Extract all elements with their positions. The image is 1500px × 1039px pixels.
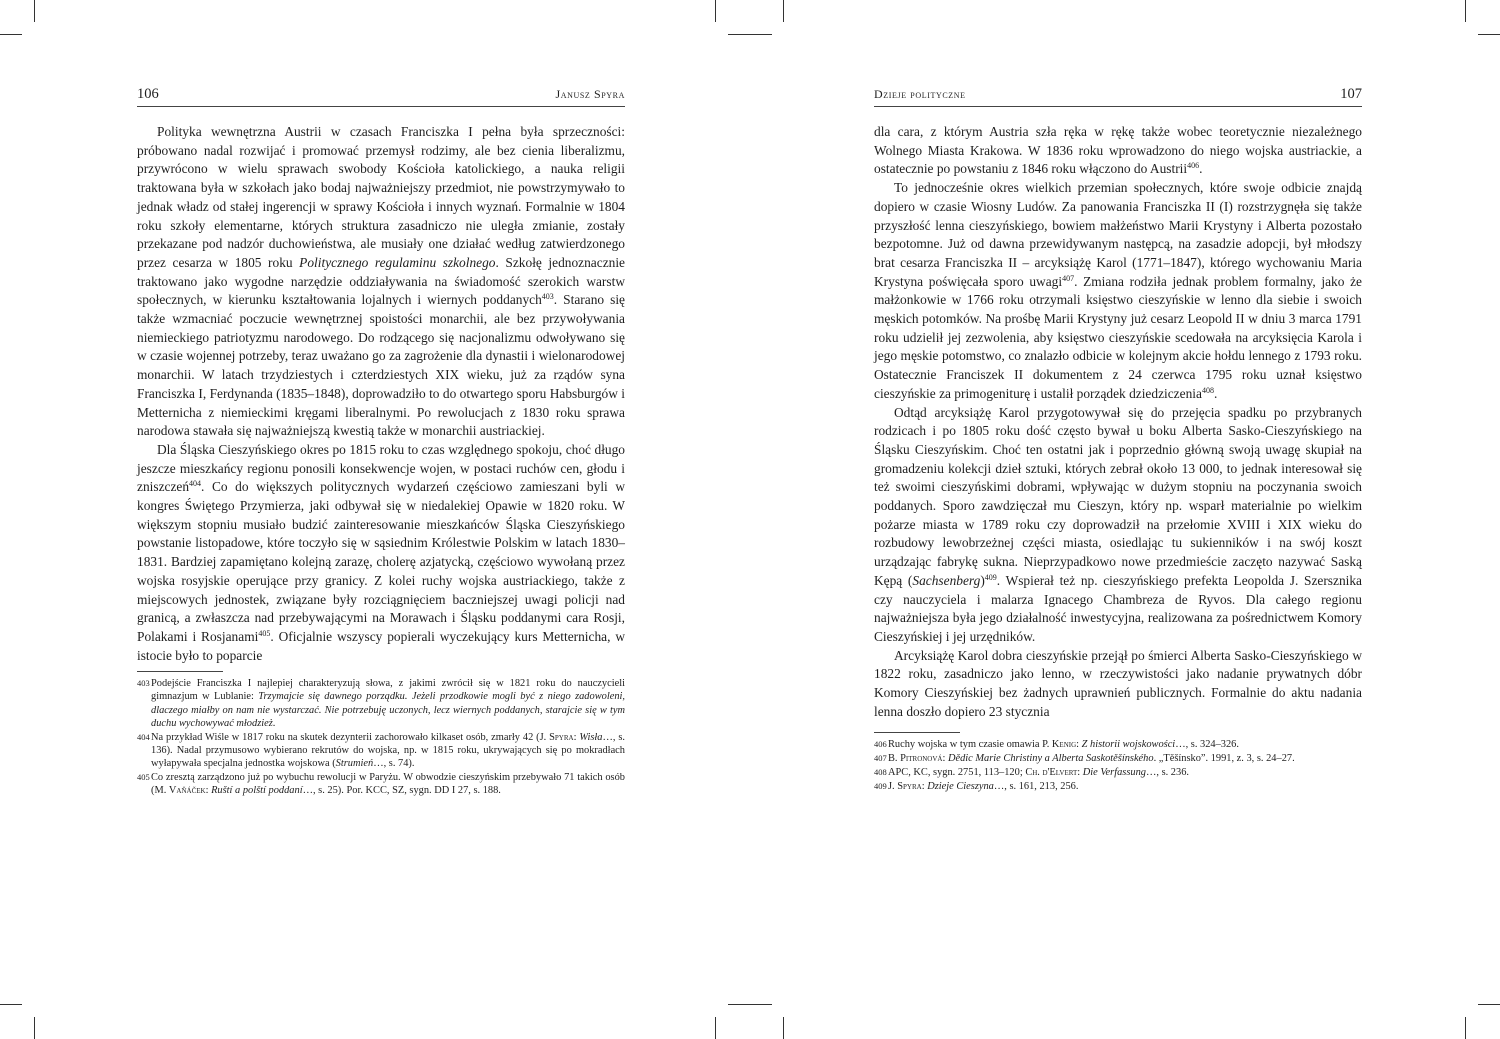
crop-mark <box>1465 0 1466 22</box>
text-run: . Wspierał też np. cieszyńskiego prefekta Leopolda J. Szersznika czy nauczyciela i malarza Ignacego Chambreza de Ryvos. Dla całego regionu najważniejsza była jego działalność inwestycyjna, realizowana za pośrednictwem Komory Cieszyńskiej i jej urzędników. <box>874 572 1363 644</box>
footnotes <box>874 738 1362 793</box>
crop-mark <box>0 1004 22 1005</box>
footnote-ref[interactable]: 409 <box>984 572 997 582</box>
footnote-text: Na przykład Wiśle w 1817 roku na skutek dezynterii zachorowało kilkaset osób, zmarły 42 (J. Spyra: Wisła…, s. 136). Nadal przymusowo wybierano rekrutów do wojska, np. w 1815 roku, ukrywających się po mokradłach wyłapywała specjalna jednostka wojskowa (Strumień…, s. 74). <box>151 731 625 769</box>
italic-term: Sachsenberg <box>912 572 981 588</box>
text-run: . Zmiana rodziła jednak problem formalny, jako że małżonkowie w 1766 roku otrzymali księstwo cieszyńskie w lenno dla siebie i swoich męskich potomków. Na prośbę Marii Krystyny już cesarz Leopold II w dniu 3 marca 1791 roku udzielił jej zezwolenia, aby księstwo cieszyńskie scedowała na arcyksięcia Karola i jego męskie potomstwo, co znalazło odbicie w kolejnym akcie hołdu lennego z 1793 roku. Ostatecznie Franciszek II dokumentem z 24 czerwca 1795 roku uznał księstwo cieszyńskie za primogeniturę i ustalił porządek dziedziczenia <box>874 273 1362 401</box>
text-run: To jednocześnie okres wielkich przemian społecznych, które swoje odbicie znajdą dopiero w czasie Wiosny Ludów. Za panowania Franciszka II (I) rozstrzygnęła się także przyszłość lenna cieszyńskiego, bowiem małżeństwo Marii Krystyny i Alberta pozostało bezpotomne. Już od dawna przewidywanym następcą, na zasadzie adopcji, był młodszy brat cesarza Franciszka II – arcyksiążę Karol (1771–1847), którego wychowaniu Maria Krystyna poświęcała sporo uwagi <box>874 180 1362 289</box>
paragraph <box>874 404 1362 647</box>
crop-mark <box>34 0 35 22</box>
running-head <box>137 86 625 107</box>
italic-title: Politycznego regulaminu szkolnego <box>299 254 496 270</box>
text-run: . <box>1213 385 1218 401</box>
text-run: ) <box>980 572 985 588</box>
footnote-number: 406 <box>874 738 887 749</box>
footnote <box>137 677 625 729</box>
footnote-rule <box>874 732 960 733</box>
crop-mark <box>34 1017 35 1039</box>
paragraph <box>874 123 1362 179</box>
paragraph <box>874 179 1362 403</box>
crop-mark <box>715 0 716 22</box>
footnote-ref[interactable]: 404 <box>189 479 202 489</box>
footnote <box>874 766 1362 779</box>
body-text <box>137 123 625 665</box>
footnote-ref[interactable]: 406 <box>1187 161 1200 171</box>
paragraph <box>874 647 1362 722</box>
footnote-ref[interactable]: 405 <box>258 628 271 638</box>
footnote-text: Podejście Franciszka I najlepiej charakteryzują słowa, z jakimi zwrócił się w 1821 roku do nauczycieli gimnazjum w Lublanie: Trzymajcie się dawnego porządku. Jeżeli przodkowie mogli być z niego zadowoleni, dlaczego miałby on nam nie wystarczać. Nie potrzebuję uczonych, lecz wiernych poddanych, starajcie się w tym duchu wychowywać młodzież. <box>151 678 625 729</box>
text-run: . <box>1199 161 1203 177</box>
left-page <box>137 86 625 798</box>
footnote <box>137 771 625 797</box>
page-number: 106 <box>137 86 159 102</box>
footnote-number: 408 <box>874 766 887 777</box>
page-number: 107 <box>1340 86 1362 102</box>
footnote-text: Ruchy wojska w tym czasie omawia P. Kenig: Z historii wojskowości…, s. 324–326. <box>888 738 1239 750</box>
footnote-number: 409 <box>874 780 887 791</box>
footnote-ref[interactable]: 408 <box>1201 385 1214 395</box>
footnote-number: 407 <box>874 752 887 763</box>
text-run: . Starano się także wzmacniać poczucie wewnętrznej spoistości monarchii, ale bez przywoływania niemieckiego patriotyzmu narodowego. Do rodzącego się nacjonalizmu odwoływano się w czasie wojennej potrzeby, teraz uważano go za zagrożenie dla dynastii i wielonarodowej monarchii. W latach trzydziestych i czterdziestych XIX wieku, już za rządów syna Franciszka I, Ferdynanda (1835–1848), doprowadziło to do otwartego sporu Habsburgów i Metternicha z niemieckimi kręgami liberalnymi. Po rewolucjach z 1830 roku sprawa narodowa stawała się najważniejszą kwestią także w monarchii austriackiej. <box>137 292 625 439</box>
footnotes <box>137 677 625 797</box>
crop-mark <box>783 1017 784 1039</box>
paragraph <box>137 123 625 441</box>
running-head <box>874 86 1362 107</box>
text-run: . Oficjalnie wszyscy popierali wyczekujący kurs Metternicha, w istocie było to poparcie <box>137 628 625 663</box>
footnote-ref[interactable]: 407 <box>1062 273 1075 283</box>
body-text <box>874 123 1362 722</box>
running-head-title: Janusz Spyra <box>555 87 625 101</box>
footnote <box>874 738 1362 751</box>
text-run: Dla Śląska Cieszyńskiego okres po 1815 roku to czas względnego spokoju, choć długo jeszcze mieszkańcy regionu ponosili konsekwencje wojen, w postaci ruchów cen, głodu i zniszczeń <box>137 441 625 495</box>
paragraph <box>137 441 625 665</box>
crop-mark <box>715 1017 716 1039</box>
right-page <box>874 86 1362 794</box>
crop-mark <box>728 1004 772 1005</box>
crop-mark <box>1478 1004 1500 1005</box>
footnote <box>874 780 1362 793</box>
text-run: . Szkołę jednoznacznie traktowano jako wygodne narzędzie oddziaływania na świadomość szerokich warstw społecznych, w kierunku kształtowania lojalnych i wiernych poddanych <box>137 254 626 308</box>
crop-mark <box>783 0 784 22</box>
text-run: Polityka wewnętrzna Austrii w czasach Franciszka I pełna była sprzeczności: próbowano nadal rozwijać i promować przemysł rodzimy, ale bez cienia liberalizmu, przywrócono w wielu sprawach swobody Kościoła katolickiego, a nauka religii traktowana była w szkołach jako bodaj najważniejszy przedmiot, nie powstrzymywało to jednak władz od stałej ingerencji w sprawy Kościoła i innych wyznań. Formalnie w 1804 roku szkoły elementarne, których struktura zasadniczo nie uległa zmianie, zostały przekazane pod nadzór duchowieństwa, ale musiały one działać według zatwierdzonego przez cesarza w 1805 roku <box>137 124 625 270</box>
running-head-title: Dzieje polityczne <box>874 87 966 101</box>
text-run: Arcyksiążę Karol dobra cieszyńskie przejął po śmierci Alberta Sasko-Cieszyńskiego w 1822 roku, zasadniczo jako lenno, w rzeczywistości jako nadanie prywatnych dóbr Komory Cieszyńskiej bez żadnych uprawnień publicznych. Formalnie do aktu nadania lenna doszło dopiero 23 stycznia <box>874 647 1362 719</box>
crop-mark <box>728 34 772 35</box>
crop-mark <box>0 34 22 35</box>
crop-mark <box>1478 34 1500 35</box>
footnote <box>137 731 625 770</box>
footnote-text: B. Pitronová: Dědic Marie Christiny a Alberta Saskotěšínského. „Těšínsko”. 1991, z. 3, s. 24–27. <box>888 752 1295 764</box>
footnote-ref[interactable]: 403 <box>541 292 554 302</box>
text-run: Odtąd arcyksiążę Karol przygotowywał się do przejęcia spadku po przybranych rodzicach i po 1805 roku dość często bywał u boku Alberta Sasko-Cieszyńskiego na Śląsku Cieszyńskim. Choć ten ostatni jak i poprzednio główną swoją uwagę skupiał na gromadzeniu kolekcji dzieł sztuki, których zebrał około 13 000, to jednak interesował się też swoimi cieszyńskimi dobrami, wpływając w dużym stopniu na poczynania swoich poddanych. Sporo zawdzięczał mu Cieszyn, który np. wsparł materialnie po wielkim pożarze miasta w 1789 roku czy doprowadził na przełomie XVIII i XIX wieku do rozbudowy lewobrzeżnej części miasta, osiedlając tu sukienników i na swój koszt urządzając fabrykę sukna. Nieprzypadkowo nowe przedmieście zaczęto nazywać Saską Kępą ( <box>874 404 1362 588</box>
footnote-text: Co zresztą zarządzono już po wybuchu rewolucji w Paryżu. W obwodzie cieszyńskim przebywało 71 takich osób (M. Vaňáček: Ruští a polští poddaní…, s. 25). Por. KCC, SZ, sygn. DD I 27, s. 188. <box>151 772 625 797</box>
footnote <box>874 752 1362 765</box>
text-run: dla cara, z którym Austria szła ręka w rękę także wobec teoretycznie niezależnego Wolnego Miasta Krakowa. W 1836 roku wprowadzono do niego wojska austriackie, a ostatecznie po powstaniu z 1846 roku włączono do Austrii <box>874 124 1362 177</box>
footnote-rule <box>137 671 223 672</box>
footnote-text: J. Spyra: Dzieje Cieszyna…, s. 161, 213, 256. <box>888 780 1079 792</box>
footnote-number: 403 <box>137 678 150 689</box>
crop-mark <box>1465 1017 1466 1039</box>
footnote-number: 404 <box>137 731 150 742</box>
footnote-number: 405 <box>137 772 150 783</box>
footnote-text: APC, KC, sygn. 2751, 113–120; Ch. d'Elvert: Die Verfassung…, s. 236. <box>888 766 1189 778</box>
text-run: . Co do większych politycznych wydarzeń częściowo zamieszani byli w kongres Świętego Przymierza, jaki odbywał się w niedalekiej Opawie w 1820 roku. W większym stopniu musiało budzić zainteresowanie mieszkańców Śląska Cieszyńskiego powstanie listopadowe, które toczyło się w sąsiednim Królestwie Polskim w latach 1830–1831. Bardziej zapamiętano kolejną zarazę, cholerę azjatycką, częściowo wywołaną przez wojska rosyjskie operujące przy granicy. Z kolei ruchy wojska austriackiego, także z miejscowych jednostek, związane były rozciągnięciem baczniejszej uwagi policji nad granicą, a zwłaszcza nad przebywającymi na Morawach i Śląsku poddanymi cara Rosji, Polakami i Rosjanami <box>137 479 625 644</box>
